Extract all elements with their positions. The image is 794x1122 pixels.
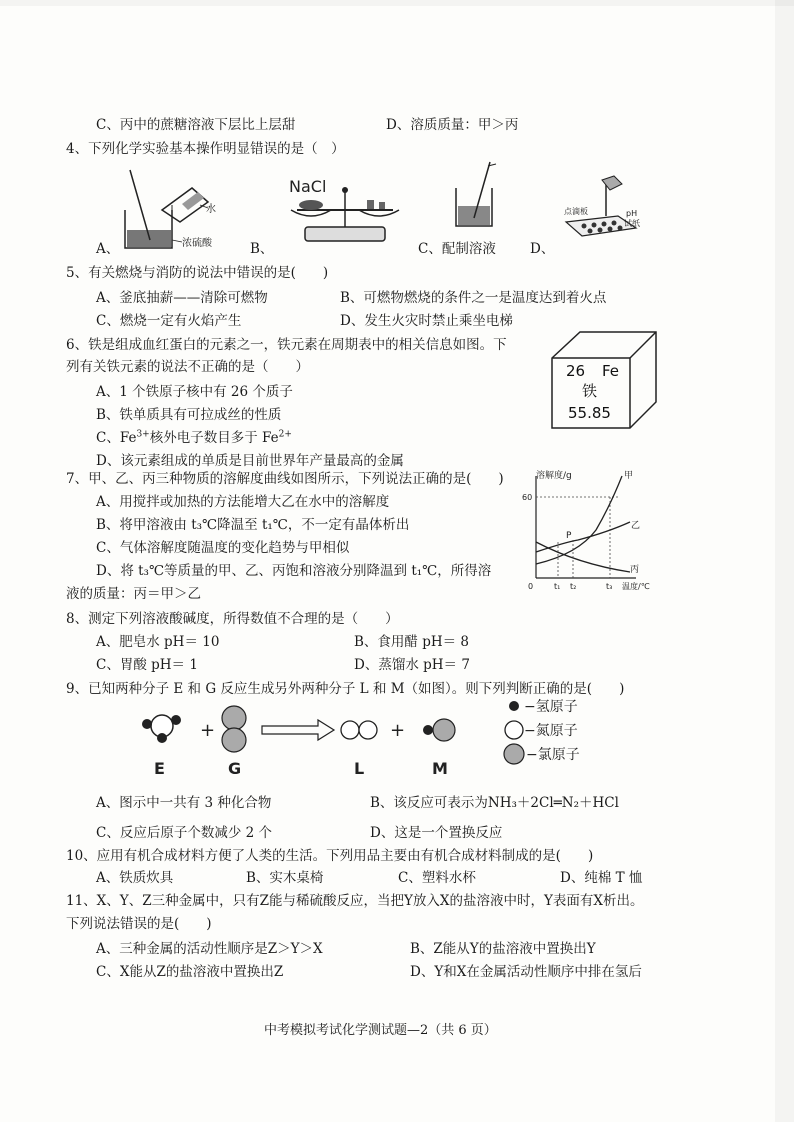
q11-stem-line1: 11、X、Y、Z三种金属中，只有Z能与稀硫酸反应，当把Y放入X的盐溶液中时，Y表面有X析出。 — [66, 893, 644, 909]
q6-atomic-mass: 55.85 — [568, 404, 611, 422]
q11-option-a: A、三种金属的活动性顺序是Z＞Y＞X — [96, 941, 323, 957]
q7-curve-jia: 甲 — [624, 471, 634, 481]
q9-reaction-diagram — [130, 696, 510, 781]
q9-label-l: L — [354, 759, 365, 778]
q4-option-d: D、 — [530, 241, 555, 257]
q7-xlabel: 温度/℃ — [622, 582, 650, 591]
q8-option-d: D、蒸馏水 pH＝ 7 — [354, 657, 470, 673]
q10-option-d: D、纯棉 T 恤 — [560, 870, 643, 886]
q11-option-d: D、Y和X在金属活动性顺序中排在氢后 — [410, 964, 642, 980]
q7-option-d-line2: 液的质量：丙＝甲＞乙 — [66, 586, 201, 602]
q7-solubility-graph — [518, 466, 668, 601]
q7-stem: 7、甲、乙、丙三种物质的溶解度曲线如图所示，下列说法正确的是( ) — [66, 471, 504, 487]
q5-stem: 5、有关燃烧与消防的说法中错误的是( ) — [66, 265, 329, 281]
q9-option-d: D、这是一个置换反应 — [370, 825, 503, 841]
q4-paper-label: 试纸 — [624, 219, 640, 228]
q6-element-name: 铁 — [582, 382, 598, 400]
q4-ph-label: pH — [626, 209, 638, 218]
q7-t3: t₃ — [606, 582, 613, 591]
q7-ylabel: 溶解度/g — [536, 471, 572, 481]
q8-stem: 8、测定下列溶液酸碱度，所得数值不合理的是（ ） — [66, 611, 399, 627]
q9-label-g: G — [228, 759, 242, 778]
q9-plus-1: + — [200, 720, 216, 741]
q4-option-b: B、 — [250, 241, 274, 257]
q9-legend — [500, 694, 660, 766]
scan-edge — [0, 0, 794, 6]
q4-plate-label: 点滴板 — [564, 207, 588, 216]
q11-option-b: B、Z能从Y的盐溶液中置换出Y — [410, 941, 596, 957]
q9-option-c: C、反应后原子个数减少 2 个 — [96, 825, 273, 841]
q5-option-a: A、釜底抽薪——清除可燃物 — [96, 290, 268, 306]
q4-option-a: A、 — [96, 241, 120, 257]
q10-option-b: B、实木桌椅 — [246, 870, 324, 886]
q7-option-d-line1: D、将 t₃℃等质量的甲、乙、丙饱和溶液分别降温到 t₁℃，所得溶 — [96, 563, 492, 579]
page-footer: 中考模拟考试化学测试题—2（共 6 页） — [264, 1023, 497, 1038]
q4-figure-b-balance — [285, 172, 405, 247]
q8-option-b: B、食用醋 pH＝ 8 — [354, 634, 470, 650]
q6-option-a: A、1 个铁原子核中有 26 个质子 — [96, 384, 293, 400]
q8-option-a: A、肥皂水 pH＝ 10 — [96, 634, 220, 650]
q5-option-b: B、可燃物燃烧的条件之一是温度达到着火点 — [340, 290, 607, 306]
q6-option-b: B、铁单质具有可拉成丝的性质 — [96, 407, 282, 423]
q11-option-c: C、X能从Z的盐溶液中置换出Z — [96, 964, 284, 980]
q9-legend-chlorine: −氯原子 — [526, 747, 580, 763]
q9-stem: 9、已知两种分子 E 和 G 反应生成另外两种分子 L 和 M（如图）。则下列判断正确的是( ) — [66, 681, 625, 697]
q10-option-c: C、塑料水杯 — [398, 870, 476, 886]
q10-stem: 10、应用有机合成材料方便了人类的生活。下列用品主要由有机合成材料制成的是( ) — [66, 848, 594, 864]
q6-stem-line2: 列有关铁元素的说法不正确的是（ ） — [66, 359, 309, 375]
q9-option-b: B、该反应可表示为NH₃＋2Cl═N₂＋HCl — [370, 795, 619, 811]
q6-element-symbol: Fe — [602, 362, 620, 380]
q7-t2: t₂ — [570, 582, 577, 591]
q7-option-b: B、将甲溶液由 t₃℃降温至 t₁℃，不一定有晶体析出 — [96, 517, 410, 533]
q7-origin: 0 — [528, 582, 534, 591]
q5-option-d: D、发生火灾时禁止乘坐电梯 — [340, 313, 513, 329]
q7-point-p: P — [566, 531, 572, 541]
q7-curve-yi: 乙 — [631, 521, 641, 531]
q3-option-d: D、溶质质量：甲＞丙 — [386, 117, 519, 133]
q9-option-a: A、图示中一共有 3 种化合物 — [96, 795, 272, 811]
q6-stem-line1: 6、铁是组成血红蛋白的元素之一，铁元素在周期表中的相关信息如图。下 — [66, 337, 507, 353]
q4-figure-a — [110, 160, 230, 255]
q7-y60: 60 — [522, 493, 533, 502]
q9-legend-hydrogen: −氢原子 — [524, 699, 578, 715]
q9-plus-2: + — [390, 720, 406, 741]
q7-curve-bing: 丙 — [630, 565, 640, 575]
q4-water-label: 水 — [206, 204, 216, 215]
q6-option-d: D、该元素组成的单质是目前世界年产量最高的金属 — [96, 453, 404, 469]
q7-t1: t₁ — [554, 582, 561, 591]
scan-edge — [775, 0, 794, 1122]
q4-nacl-label: NaCl — [289, 177, 327, 196]
q6-element-box — [550, 330, 660, 430]
q10-option-a: A、铁质炊具 — [96, 870, 174, 886]
q9-label-e: E — [154, 759, 165, 778]
q6-option-c: C、$Fe^{3+}$核外电子数目多于 $Fe^{2+}$ — [96, 429, 292, 446]
q9-legend-nitrogen: −氮原子 — [524, 723, 578, 739]
q9-label-m: M — [432, 759, 448, 778]
q4-figure-c-stirring — [448, 158, 508, 233]
q3-option-c: C、丙中的蔗糖溶液下层比上层甜 — [96, 117, 296, 133]
q8-option-c: C、胃酸 pH＝ 1 — [96, 657, 198, 673]
q4-option-c: C、配制溶液 — [418, 241, 496, 257]
q4-stem: 4、下列化学实验基本操作明显错误的是（ ） — [66, 141, 345, 157]
q5-option-c: C、燃烧一定有火焰产生 — [96, 313, 242, 329]
q11-stem-line2: 下列说法错误的是( ) — [66, 916, 212, 932]
q7-option-c: C、气体溶解度随温度的变化趋势与甲相似 — [96, 540, 350, 556]
q7-option-a: A、用搅拌或加热的方法能增大乙在水中的溶解度 — [96, 494, 390, 510]
q4-figure-d-ph — [558, 172, 668, 247]
q4-acid-label: 浓硫酸 — [182, 238, 212, 249]
q6-atomic-number: 26 — [566, 362, 586, 380]
